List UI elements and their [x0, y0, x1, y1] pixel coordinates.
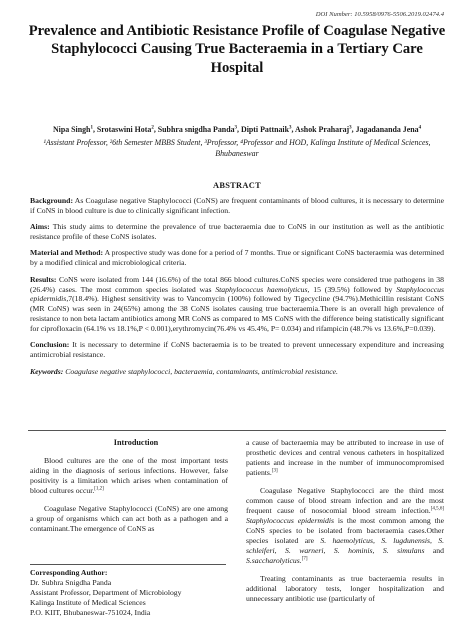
left-column — [30, 438, 228, 542]
corresponding-author — [30, 564, 226, 618]
author: Jagadananda Jena$^4$ — [355, 125, 422, 134]
abstract-aims: Aims: This study aims to determine the prevalence of true bacteraemia due to CoNS in our institution as well as the antibiotic resistance profile of these CoNS isolates. — [30, 222, 444, 242]
author-list: Nipa Singh$^1$, Srotaswini Hota$^2$, Subhra snigdha Panda$^3$, Dipti Pattnaik$^3$, Ashok Praharaj$^3$, Jagadananda Jena$^4$ — [52, 125, 422, 134]
author: Srotaswini Hota$^2$ — [96, 125, 154, 134]
intro-paragraph: Blood cultures are the one of the most important tests aiding in the diagnosis of serious infections. However, false positivity is a limitation which arises when contamination of blood cultures occur.[1,2] — [30, 456, 228, 495]
paper-title: Prevalence and Antibiotic Resistance Profile of Coagulase Negative Staphylococci Causing True Bacteraemia in a Tertiary Care Hospital — [28, 23, 446, 76]
author: Nipa Singh$^1$ — [52, 125, 93, 134]
abstract-results: Results: CoNS were isolated from 144 (16.6%) of the total 866 blood cultures.CoNS species were considered true pathogens in 38 (26.4%) cases. The most common species isolated was Staphylococcus haemolyticus, 15 (39.5%) followed by Staphylococcus epidermidis,7(18.4%). Highest sensitivity was to Vancomycin (100%) followed by Tigecycline (94.7%).Methicillin resistant CoNS (MR CoNS) was seen in 24(65%) among the 38 CoNS isolates causing true bacteraemia.There is an overall high prevalence of resistance to non beta lactam antibiotics among MR CoNS as compared to MS CoNS with the difference being statistically significant for ciprofloxacin (64.1% vs 18.1%,P < 0.001),erythromycin(76.4% vs 45.4%, P= 0.034) and rifampicin (48.7% vs 13.6%,P=0.039). — [30, 274, 445, 334]
introduction-heading: Introduction — [113, 438, 159, 447]
section-divider — [28, 430, 446, 431]
author: Dipti Pattnaik$^3$ — [241, 125, 292, 134]
intro-paragraph: Coagulase Negative Staphylococci are the third most common cause of blood stream infection and are the most frequent cause of nosocomial blood stream infection.[4,5,6] Staphylococcus epidermidis is the most common among the CoNS species to be isolated from bacteraemia cases.Other species isolated are S. haemolyticus, S. lugdunensis, S. schleiferi, S. warneri, S. hominis, S. simulans and S.saccharolyticus.[7] — [246, 486, 445, 565]
author: Subhra snigdha Panda$^3$ — [157, 125, 238, 134]
footnote-divider — [30, 564, 226, 565]
corresponding-name: Dr. Subhra Snigdha Panda — [30, 577, 112, 587]
abstract-body — [30, 196, 444, 383]
right-column — [246, 438, 444, 612]
intro-paragraph: Coagulase Negative Staphylococci (CoNS) are one among a group of organisms which can act both as a pathogen and a contaminant.The emergence of CoNS as — [30, 504, 228, 533]
abstract-methods: Material and Method: A prospective study was done for a period of 7 months. True or significant CoNS bacteraemia was determined by a modified clinical and microbiological criteria. — [30, 248, 445, 268]
abstract-conclusion: Conclusion: It is necessary to determine if CoNS bacteraemia is to be treated to prevent unnecessary expenditure and increasing antimicrobial resistance. — [30, 340, 445, 360]
affiliations: ¹Assistant Professor, ²6th Semester MBBS Student, ³Professor, ⁴Professor and HOD, Kalinga Institute of Medical Sciences, Bhubaneswar — [43, 138, 431, 158]
abstract-background: Background: As Coagulase negative Staphylococci (CoNS) are frequent contaminants of blood cultures, it is necessary to determine if CoNS in blood culture is due to clinically significant infection. — [30, 196, 444, 215]
corresponding-position: Assistant Professor, Department of Microbiology — [30, 587, 182, 597]
doi-line: DOI Number: 10.5958/0976-5506.2019.02474.4 — [315, 11, 444, 18]
abstract-heading: ABSTRACT — [212, 181, 261, 190]
intro-paragraph: a cause of bacteraemia may be attributed to increase in use of prosthetic devices and central venous catheters in hospitalized patients and increase in the number of immunocompromised patients.[3] — [246, 438, 444, 477]
abstract-keywords: Keywords: Coagulase negative staphylococci, bacteraemia, contaminants, antimicrobial resistance. — [30, 366, 338, 376]
intro-paragraph: Treating contaminants as true bacteraemia results in additional laboratory tests, longer hospitalization and unnecessary antibiotic use (particularly of — [246, 574, 444, 603]
corresponding-address: P.O. KIIT, Bhubaneswar-751024, India — [30, 607, 151, 617]
corresponding-heading: Corresponding Author: — [30, 568, 108, 577]
author: Ashok Praharaj$^3$ — [295, 125, 352, 134]
corresponding-institute: Kalinga Institute of Medical Sciences — [30, 597, 146, 607]
